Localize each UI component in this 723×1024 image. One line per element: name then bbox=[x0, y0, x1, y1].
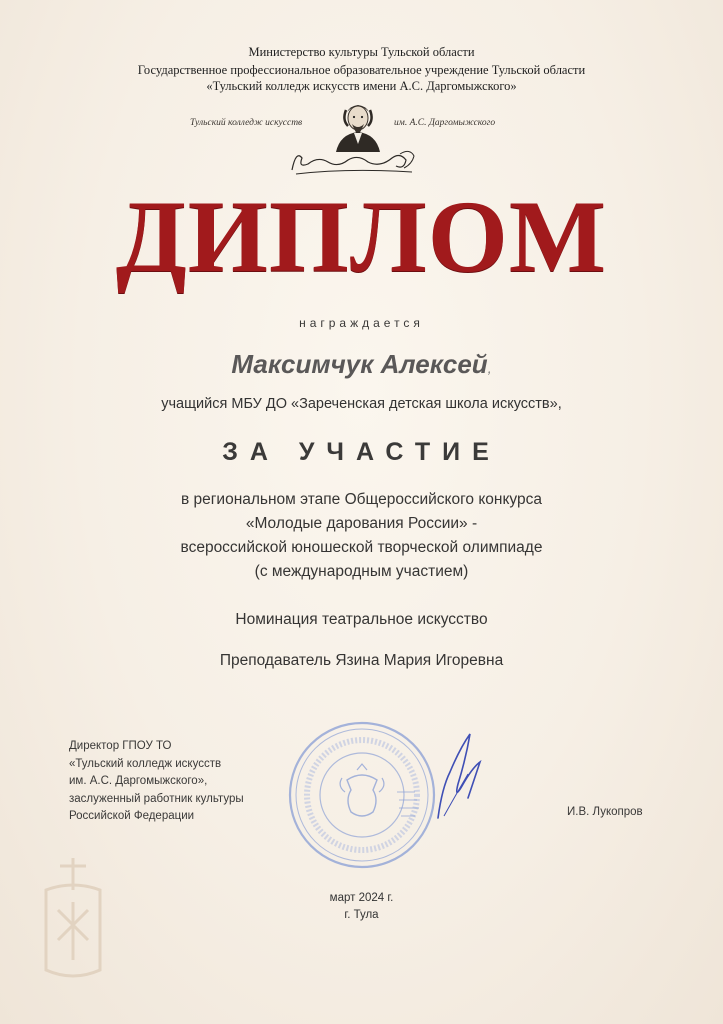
director-title-line-3: им. А.С. Даргомыжского», bbox=[69, 775, 208, 787]
emblem-left-text: Тульский колледж искусств bbox=[190, 118, 303, 128]
contest-line-1: в региональном этапе Общероссийского конкурса bbox=[180, 491, 542, 508]
autograph-icon bbox=[288, 146, 418, 178]
contest-line-2: «Молодые дарования России» - bbox=[245, 515, 478, 532]
issue-date: март 2024 г. bbox=[329, 892, 394, 904]
awarded-label: награждается bbox=[299, 316, 424, 330]
nomination: Номинация театральное искусство bbox=[235, 611, 488, 628]
portrait-icon bbox=[330, 100, 386, 152]
director-title-line-2: «Тульский колледж искусств bbox=[69, 758, 222, 770]
recipient-comma: , bbox=[487, 360, 492, 376]
director-title-line-1: Директор ГПОУ ТО bbox=[69, 740, 172, 752]
official-stamp-icon bbox=[287, 720, 437, 870]
director-name: И.В. Лукопров bbox=[567, 806, 643, 818]
recipient-name-line bbox=[0, 349, 723, 380]
for-participation-heading: ЗА УЧАСТИЕ bbox=[222, 438, 501, 466]
college-emblem bbox=[190, 98, 530, 180]
emblem-right-text: им. А.С. Даргомыжского bbox=[394, 118, 496, 128]
recipient-name: Максимчук Алексей bbox=[231, 349, 488, 379]
contest-line-4: (с международным участием) bbox=[254, 563, 469, 580]
director-title-line-4: заслуженный работник культуры bbox=[69, 793, 244, 805]
diploma-title: ДИПЛОМ bbox=[115, 180, 608, 294]
recipient-description: учащийся МБУ ДО «Зареченская детская школа искусств», bbox=[161, 396, 562, 412]
teacher: Преподаватель Язина Мария Игоревна bbox=[219, 652, 504, 669]
director-signature-icon bbox=[428, 728, 488, 820]
issue-city: г. Тула bbox=[344, 909, 379, 921]
contest-line-3: всероссийской юношеской творческой олимпиаде bbox=[180, 539, 543, 556]
header-institution: Государственное профессиональное образовательное учреждение Тульской области bbox=[137, 63, 586, 77]
header-college: «Тульский колледж искусств имени А.С. Даргомыжского» bbox=[206, 79, 517, 93]
header-ministry: Министерство культуры Тульской области bbox=[248, 45, 475, 59]
director-title-line-5: Российской Федерации bbox=[69, 810, 195, 822]
